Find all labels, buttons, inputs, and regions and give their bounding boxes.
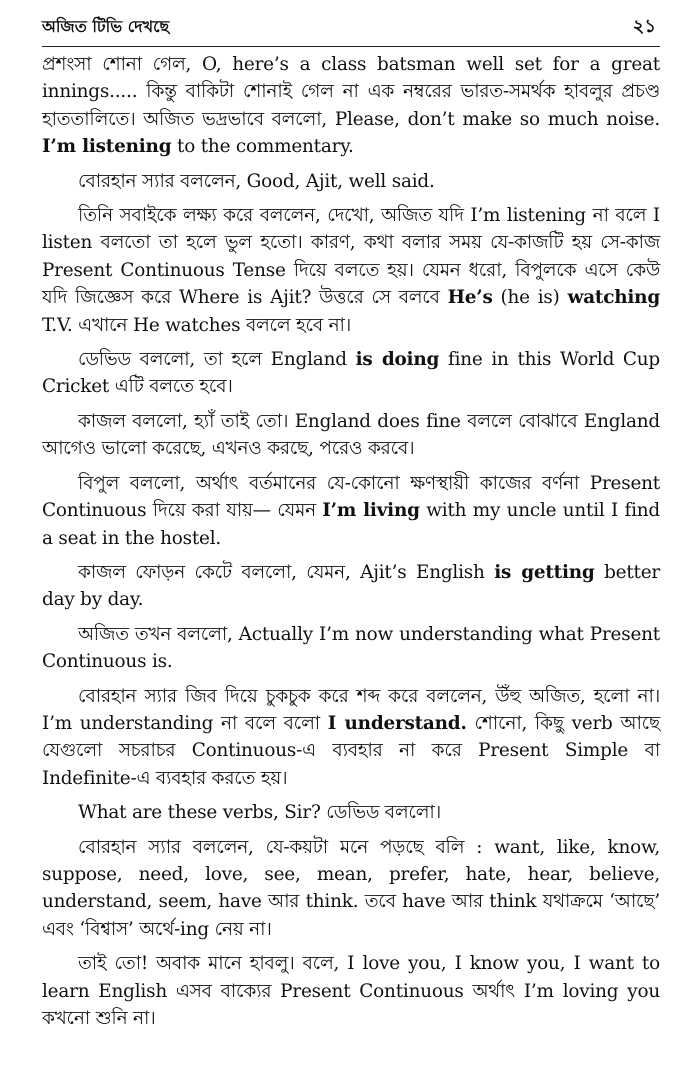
paragraph-text: better day by day. <box>42 561 661 611</box>
paragraph <box>42 559 660 614</box>
paragraph <box>42 168 660 195</box>
running-header <box>42 12 660 47</box>
paragraph-text: বোরহান স্যার বললেন, Good, Ajit, well said. <box>78 170 435 192</box>
paragraph <box>42 202 660 339</box>
paragraph-text: (he is) <box>492 287 568 309</box>
paragraph-text: বোরহান স্যার জিব দিয়ে চুকচুক করে শব্দ করে বললেন, উঁহু অজিত, হলো না। I’m understanding না বলে বলো <box>42 685 660 734</box>
paragraph <box>42 51 660 161</box>
paragraph <box>42 346 660 401</box>
paragraph-text: অজিত তখন বললো, Actually I’m now understanding what Present Continuous is. <box>42 623 660 673</box>
paragraph-text: with my uncle until I find a seat in the hostel. <box>42 500 661 549</box>
paragraph <box>42 799 660 826</box>
paragraph-text: What are these verbs, Sir? ডেভিড বললো। <box>78 802 441 824</box>
bold-example-text: is doing <box>355 349 440 371</box>
paragraph-text: ডেভিড বললো, তা হলে England <box>78 349 356 371</box>
paragraph-text: শোনো, কিছু verb আছে যেগুলো সচরাচর Continuous-এ ব্যবহার না করে Present Simple বা Indefinite-এ ব্যবহার করতে হয়। <box>42 712 660 789</box>
paragraph <box>42 950 660 1032</box>
bold-example-text: He’s <box>447 287 493 309</box>
paragraph-text: তিনি সবাইকে লক্ষ্য করে বললেন, দেখো, অজিত যদি I’m listening না বলে I listen বলতো তা হলে ভুল হতো। কারণ, কথা বলার সময় যে-কাজটি হয় সে-কাজ Present Continuous Tense দিয়ে বলতে হয়। যেমন ধরো, বিপুলকে এসে কেউ যদি জিজ্ঞেস করে Where is Ajit? উত্তরে সে বলবে <box>42 205 660 309</box>
paragraph-text: প্রশংসা শোনা গেল, O, here’s a class batsman well set for a great innings..... কিন্তু বাকিটা শোনাই গেল না এক নম্বরের ভারত-সমর্থক হাবলুর প্রচণ্ড হাততালিতে। অজিত ভদ্রভাবে বললো, Please, don’t make so much noise. <box>42 54 660 130</box>
bold-example-text: I understand. <box>327 712 467 734</box>
paragraph <box>42 621 660 676</box>
paragraph-text: T.V. এখানে He watches বললে হবে না। <box>42 314 352 336</box>
bold-example-text: watching <box>567 287 660 309</box>
body-text <box>42 51 660 1032</box>
bold-example-text: is getting <box>494 561 595 583</box>
paragraph-text: কাজল ফোড়ন কেটে বললো, যেমন, Ajit’s English <box>78 561 495 583</box>
paragraph <box>42 683 660 793</box>
bold-example-text: I’m listening <box>42 136 172 158</box>
paragraph-text: কাজল বললো, হ্যাঁ তাই তো। England does fine বললে বোঝাবে England আগেও ভালো করেছে, এখনও করছে, পরেও করবে। <box>42 410 660 460</box>
page-number: ২১ <box>632 16 656 37</box>
paragraph-text: to the commentary. <box>171 136 354 158</box>
paragraph-text: বোরহান স্যার বললেন, যে-কয়টা মনে পড়ছে বলি : want, like, know, suppose, need, love, see, mean, prefer, hate, hear, believe, understand, seem, have আর think. তবে have আর think যথাক্রমে ‘আছে’ এবং ‘বিশ্বাস’ অর্থে-ing নেয় না। <box>42 836 660 940</box>
paragraph <box>42 408 660 463</box>
paragraph <box>42 470 660 552</box>
paragraph-text: বিপুল বললো, অর্থাৎ বর্তমানের যে-কোনো ক্ষণস্থায়ী কাজের বর্ণনা Present Continuous দিয়ে করা যায়— যেমন <box>42 472 660 522</box>
paragraph-text: তাই তো! অবাক মানে হাবলু। বলে, I love you, I know you, I want to learn English এসব বাক্যের Present Continuous অর্থাৎ I’m loving you কখনো শুনি না। <box>42 953 660 1029</box>
chapter-title: অজিত টিভি দেখছে <box>42 17 170 36</box>
paragraph-text: fine in this World Cup Cricket এটি বলতে হবে। <box>42 349 661 398</box>
paragraph <box>42 834 660 944</box>
bold-example-text: I’m living <box>322 500 420 522</box>
